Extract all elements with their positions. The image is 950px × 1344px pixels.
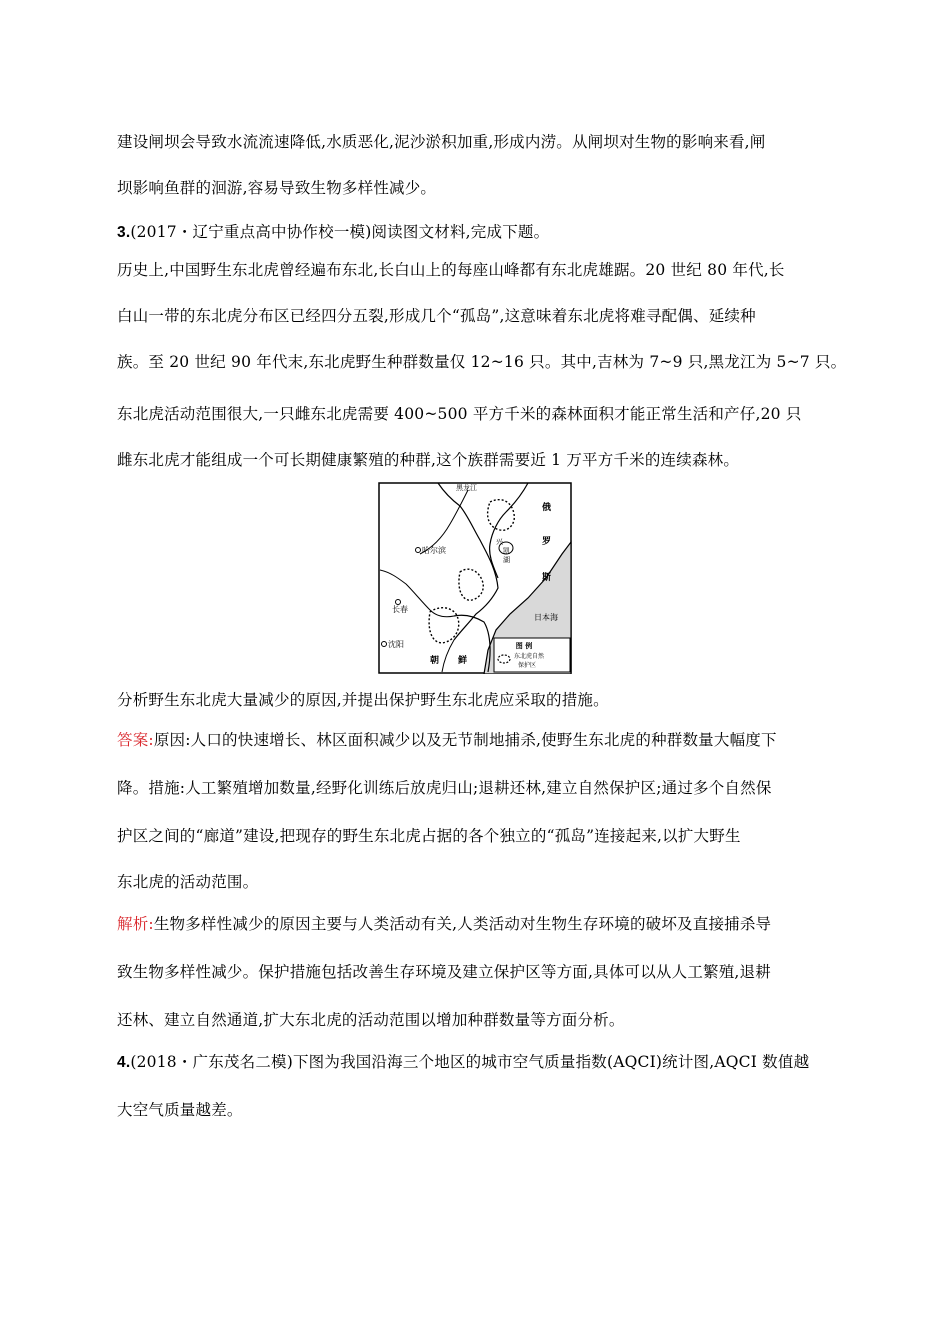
legend-item-line1: 东北虎自然	[514, 653, 545, 660]
question-prompt: 分析野生东北虎大量减少的原因,并提出保护野生东北虎应采取的措施。	[117, 691, 609, 709]
question-4-line: 大空气质量越差。	[117, 1101, 243, 1119]
map-label-harbin: 哈尔滨	[422, 546, 446, 555]
material-line: 东北虎活动范围很大,一只雌东北虎需要 400~500 平方千米的森林面积才能正常生活和产仔,20 只	[117, 405, 802, 423]
material-line: 白山一带的东北虎分布区已经四分五裂,形成几个“孤岛”,这意味着东北虎将难寻配偶、延续种	[117, 307, 756, 325]
material-line: 族。至 20 世纪 90 年代末,东北虎野生种群数量仅 12~16 只。其中,吉林为 7~9 只,黑龙江为 5~7 只。	[117, 353, 847, 371]
analysis-text: 生物多样性减少的原因主要与人类活动有关,人类活动对生物生存环境的破坏及直接捕杀导	[153, 915, 772, 933]
question-number: 4.	[117, 1054, 131, 1071]
question-4-header	[117, 1052, 809, 1073]
tiger-reserve-map	[378, 482, 572, 674]
map-label-si: 斯	[542, 573, 552, 583]
analysis-label: 解析:	[117, 915, 154, 933]
map-label-hu: 湖	[503, 556, 510, 564]
map-label-kai: 凯	[503, 547, 510, 555]
answer-line: 护区之间的“廊道”建设,把现存的野生东北虎占据的各个独立的“孤岛”连接起来,以扩大野生	[117, 827, 741, 845]
map-label-shenyang: 沈阳	[388, 640, 404, 649]
analysis-line: 致生物多样性减少。保护措施包括改善生存环境及建立保护区等方面,具体可以从人工繁殖,退耕	[117, 963, 771, 981]
answer-line: 降。措施:人工繁殖增加数量,经野化训练后放虎归山;退耕还林,建立自然保护区;通过多个自然保	[117, 779, 772, 797]
map-label-heilongjiang: 黑龙江	[456, 484, 477, 492]
analysis-line: 还林、建立自然通道,扩大东北虎的活动范围以增加种群数量等方面分析。	[117, 1011, 625, 1029]
answer-line	[117, 730, 777, 750]
map-label-chao: 朝	[430, 656, 440, 666]
answer-text: 原因:人口的快速增长、林区面积减少以及无节制地捕杀,使野生东北虎的种群数量大幅度下	[153, 731, 777, 749]
material-line: 雌东北虎才能组成一个可长期健康繁殖的种群,这个族群需要近 1 万平方千米的连续森林。	[117, 451, 740, 469]
paragraph-line: 建设闸坝会导致水流流速降低,水质恶化,泥沙淤积加重,形成内涝。从闸坝对生物的影响来看,闸	[117, 133, 766, 151]
map-label-xian: 鲜	[458, 656, 468, 666]
analysis-line	[117, 914, 771, 934]
map-label-luo: 罗	[542, 537, 552, 547]
map-label-e: 俄	[542, 503, 552, 513]
answer-line: 东北虎的活动范围。	[117, 873, 259, 891]
material-line: 历史上,中国野生东北虎曾经遍布东北,长白山上的每座山峰都有东北虎雄踞。20 世纪 80 年代,长	[117, 261, 785, 279]
answer-label: 答案:	[117, 731, 154, 749]
map-label-sea-of-japan: 日本海	[534, 613, 558, 622]
question-source: (2017・辽宁重点高中协作校一模)阅读图文材料,完成下题。	[130, 223, 550, 241]
legend-item-line2: 保护区	[518, 662, 537, 669]
question-3-header	[117, 222, 549, 243]
question-source: (2018・广东茂名二模)下图为我国沿海三个地区的城市空气质量指数(AQCI)统计图,AQCI 数值越	[130, 1053, 810, 1071]
question-number: 3.	[117, 224, 131, 241]
legend-title: 图 例	[515, 642, 533, 650]
map-label-xing: 兴	[496, 538, 503, 546]
paragraph-line: 坝影响鱼群的洄游,容易导致生物多样性减少。	[117, 179, 437, 197]
map-label-changchun: 长春	[392, 605, 408, 614]
